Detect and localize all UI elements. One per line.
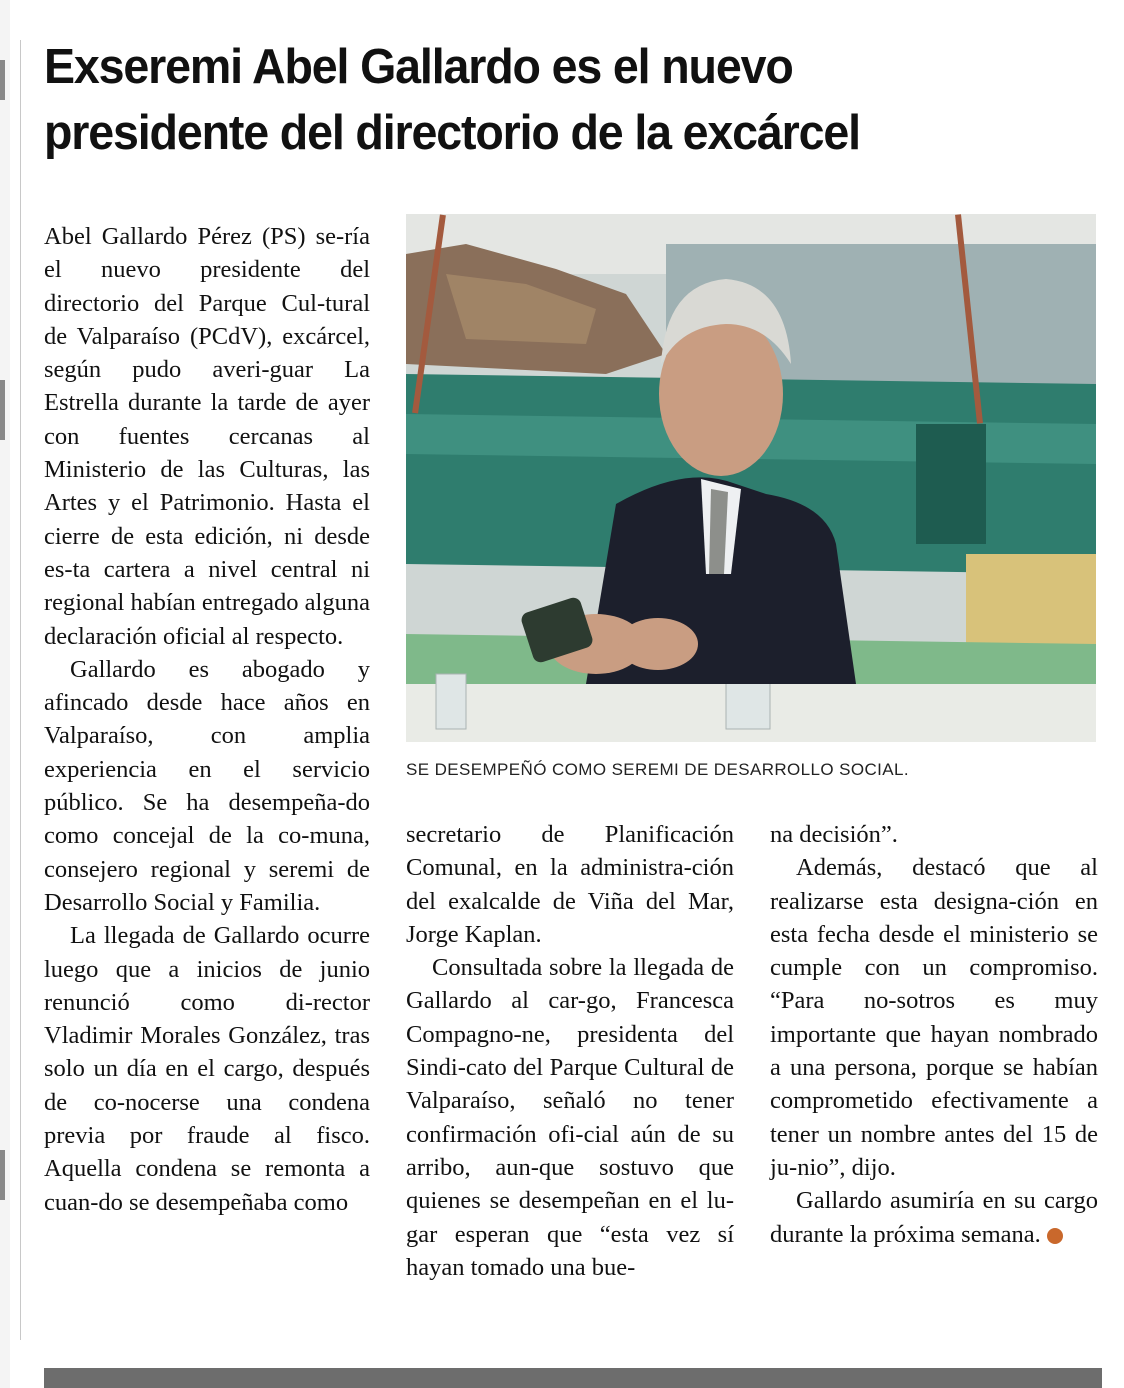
paragraph	[770, 1184, 1098, 1251]
page-edge-mark	[0, 60, 5, 100]
paragraph: Gallardo es abogado y afincado desde hace años en Valparaíso, con amplia experiencia en el servicio público. Se ha desempeña-do como concejal de la co-muna, consejero regional y seremi de Desarrollo Social y Familia.	[44, 655, 370, 916]
footer-rule	[44, 1368, 1102, 1388]
headline-line-2: presidente del directorio de la excárcel	[44, 106, 860, 160]
headline-line-1: Exseremi Abel Gallardo es el nuevo	[44, 40, 793, 94]
paragraph-text: Gallardo asumiría en su cargo durante la próxima semana.	[770, 1187, 1098, 1248]
end-of-article-icon: ✪	[1047, 1228, 1063, 1244]
paragraph: secretario de Planificación Comunal, en la administra-ción del exalcalde de Viña del Mar, Jorge Kaplan.	[406, 821, 734, 948]
text-column-1	[44, 220, 370, 1219]
column-rule	[20, 40, 21, 1340]
page-edge-mark	[0, 380, 5, 440]
paragraph: Abel Gallardo Pérez (PS) se-ría el nuevo presidente del directorio del Parque Cul-tural de Valparaíso (PCdV), excárcel, según pudo averi-guar La Estrella durante la tarde de ayer con fuentes cercanas al Ministerio de las Culturas, las Artes y el Patrimonio. Hasta el cierre de esta edición, ni desde es-ta cartera a nivel central ni regional habían entregado alguna declaración oficial al respecto.	[44, 223, 370, 650]
paragraph: na decisión”.	[770, 821, 898, 848]
photo-caption: SE DESEMPEÑÓ COMO SEREMI DE DESARROLLO SOCIAL.	[406, 760, 910, 779]
article-headline	[44, 34, 1051, 166]
paragraph: Consultada sobre la llegada de Gallardo al car-go, Francesca Compagno-ne, presidenta del Sindi-cato del Parque Cultural de Valparaíso, señaló no tener confirmación ofi-cial aún de su arribo, aun-que sostuvo que quienes se desempeñan en el lu-gar esperan que “esta vez sí hayan tomado una bue-	[406, 954, 734, 1281]
paragraph: La llegada de Gallardo ocurre luego que a inicios de junio renunció como di-rector Vladimir Morales González, tras solo un día en el cargo, después de co-nocerse una condena previa por fraude al fisco. Aquella condena se remonta a cuan-do se desempeñaba como	[44, 922, 370, 1216]
text-column-2	[406, 818, 734, 1284]
text-column-3	[770, 818, 1098, 1251]
article-photo	[406, 214, 1096, 742]
paragraph: Además, destacó que al realizarse esta designa-ción en esta fecha desde el ministerio se cumple con un compromiso. “Para no-sotros es muy importante que hayan nombrado a una persona, porque se habían comprometido efectivamente a tener un nombre antes del 15 de ju-nio”, dijo.	[770, 854, 1098, 1181]
page-edge-mark	[0, 1150, 5, 1200]
